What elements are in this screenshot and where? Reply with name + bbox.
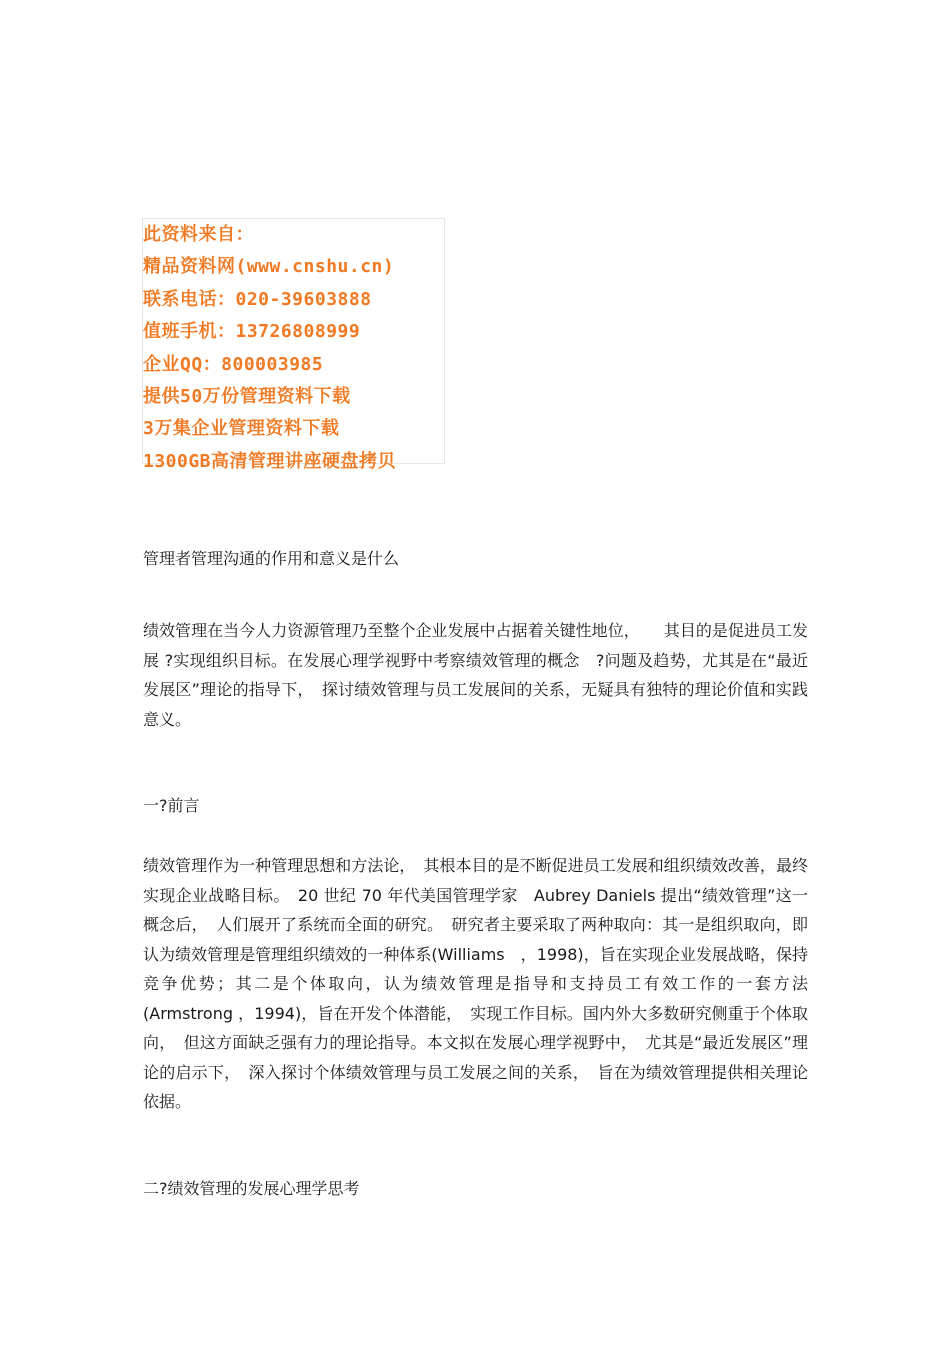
ad-line-offer-2: 3万集企业管理资料下载 (143, 418, 340, 440)
document-title: 管理者管理沟通的作用和意义是什么 (143, 549, 400, 568)
section-heading-2: 二?绩效管理的发展心理学思考 (143, 1179, 360, 1198)
ad-line-qq: 企业QQ：800003985 (143, 353, 324, 375)
ad-line-offer-3: 1300GB高清管理讲座硬盘拷贝 (143, 450, 397, 472)
ad-line-source: 此资料来自： (143, 224, 254, 245)
ad-line-offer-1: 提供50万份管理资料下载 (143, 386, 351, 408)
ad-line-mobile: 值班手机：13726808999 (143, 321, 361, 343)
section-1-paragraph: 绩效管理作为一种管理思想和方法论， 其根本目的是不断促进员工发展和组织绩效改善，最终实现企业战略目标。 20 世纪 70 年代美国管理学家 Aubrey Daniels 提出“绩效管理”这一概念后， 人们展开了系统而全面的研究。 研究者主要采取了两种取向：其一是组织取向，即认为绩效管理是管理组织绩效的一种体系(Williams ，1998)，旨在实现企业发展战略，保持竞争优势；其二是个体取向，认为绩效管理是指导和支持员工有效工作的一套方法 (Armstrong ，1994)，旨在开发个体潜能， 实现工作目标。国内外大多数研究侧重于个体取向， 但这方面缺乏强有力的理论指导。本文拟在发展心理学视野中， 尤其是“最近发展区”理论的启示下， 深入探讨个体绩效管理与员工发展之间的关系， 旨在为绩效管理提供相关理论依据。 (143, 856, 825, 1111)
intro-paragraph: 绩效管理在当今人力资源管理乃至整个企业发展中占据着关键性地位， 其目的是促进员工发展 ?实现组织目标。在发展心理学视野中考察绩效管理的概念 ?问题及趋势，尤其是在“最近发展区”理论的指导下， 探讨绩效管理与员工发展间的关系，无疑具有独特的理论价值和实践意义。 (143, 621, 808, 729)
ad-line-website: 精品资料网(www.cnshu.cn) (143, 256, 395, 278)
ad-line-phone: 联系电话：020-39603888 (143, 288, 372, 310)
section-heading-1: 一?前言 (143, 796, 200, 815)
advertisement-box (142, 218, 445, 472)
